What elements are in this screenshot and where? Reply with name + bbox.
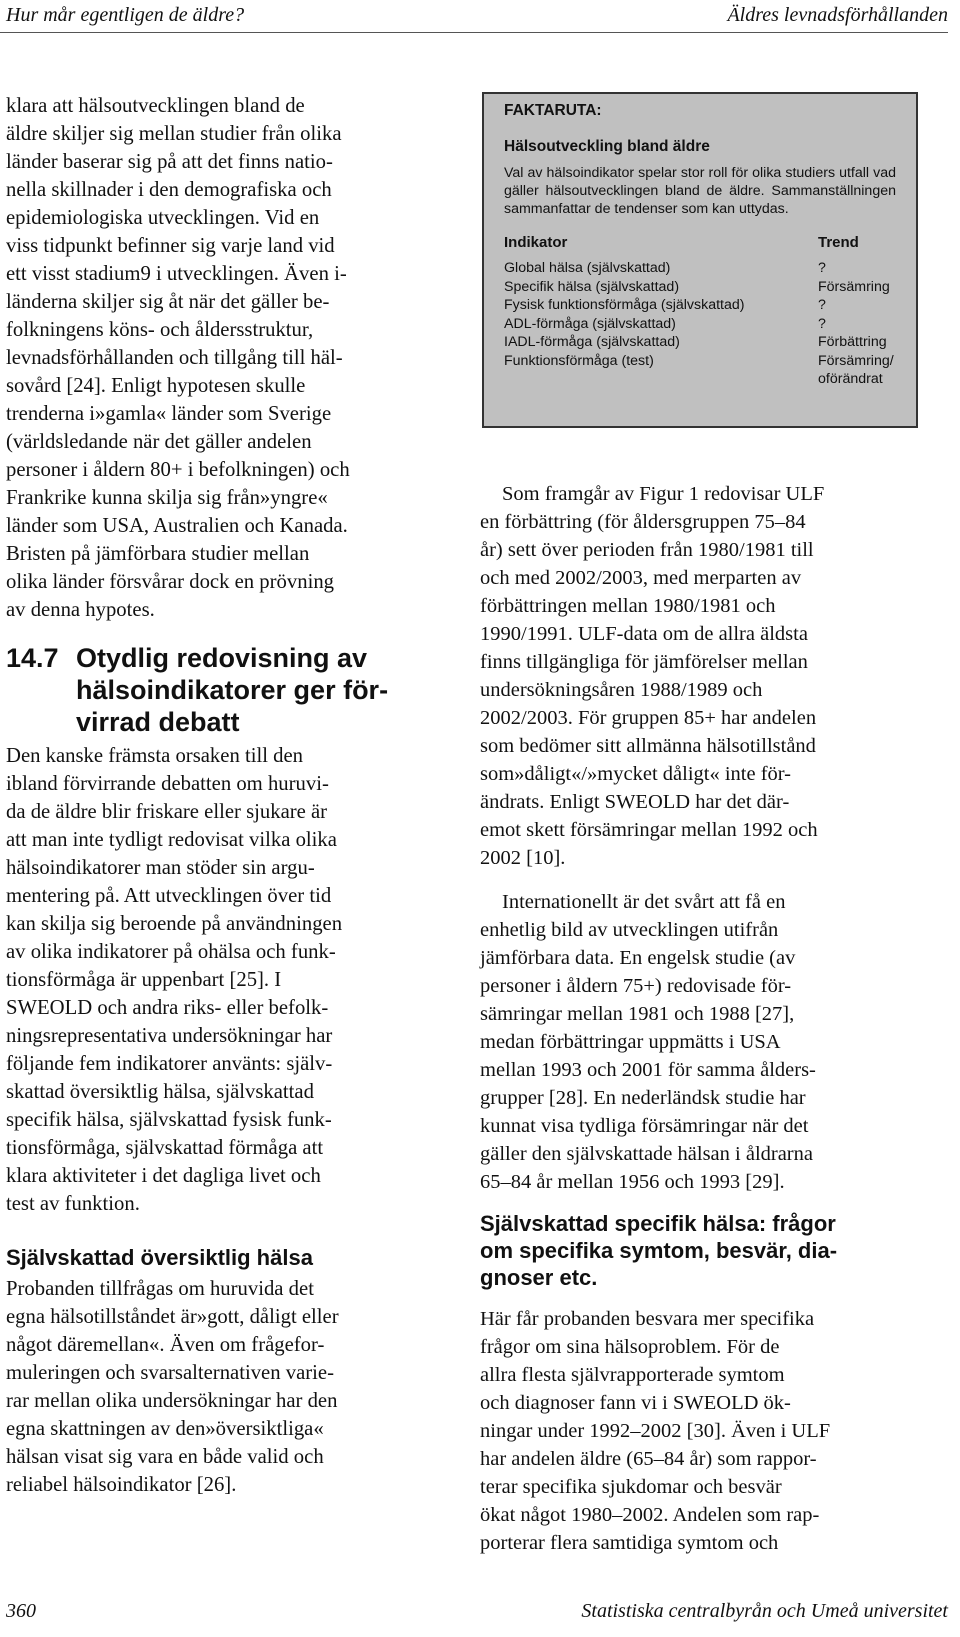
- text-line: 1990/1991. ULF-data om de allra äldsta: [480, 623, 808, 645]
- text-line: terar specifika sjukdomar och besvär: [480, 1476, 782, 1498]
- text-line: SWEOLD och andra riks- eller befolk-: [6, 997, 329, 1019]
- text-line: undersökningsåren 1988/1989 och: [480, 679, 763, 701]
- text-line: mentering på. Att utvecklingen över tid: [6, 885, 332, 907]
- text-line: 2002 [10].: [480, 847, 566, 869]
- text-line: förbättringen mellan 1980/1981 och: [480, 595, 776, 617]
- text-line: av olika indikatorer på ohälsa och funk-: [6, 941, 336, 963]
- text-line: 2002/2003. För gruppen 85+ har andelen: [480, 707, 817, 729]
- text-line: Här får probanden besvara mer specifika: [480, 1308, 815, 1330]
- text-line: kan skilja sig beroende på användningen: [6, 913, 343, 935]
- table-row: [504, 296, 896, 315]
- text-line: ett visst stadium9 i utvecklingen. Även i-: [6, 263, 347, 285]
- table-row: [504, 352, 896, 389]
- text-line: sämringar mellan 1981 och 1988 [27],: [480, 1003, 795, 1025]
- text-line: Som framgår av Figur 1 redovisar ULF: [502, 483, 825, 505]
- section-heading: [6, 642, 426, 738]
- table-header-row: [504, 234, 896, 259]
- text-line: hälsan visat sig vara en både valid och: [6, 1446, 324, 1468]
- text-line: medan förbättringar uppmätts i USA: [480, 1031, 781, 1053]
- indicator-table: [504, 234, 896, 389]
- text-line: mellan 1993 och 2001 för samma ålders-: [480, 1059, 816, 1081]
- table-row: [504, 333, 896, 352]
- text-line: ningar under 1992–2002 [30]. Även i ULF: [480, 1420, 831, 1442]
- text-line: muleringen och svarsalternativen varie-: [6, 1362, 334, 1384]
- text-line: reliabel hälsoindikator [26].: [6, 1474, 237, 1496]
- text-line: och diagnoser fann vi i SWEOLD ök-: [480, 1392, 791, 1414]
- text-line: emot skett försämringar mellan 1992 och: [480, 819, 818, 841]
- text-line: klara aktiviteter i det dagliga livet och: [6, 1165, 321, 1187]
- text-line: specifik hälsa, självskattad fysisk funk-: [6, 1109, 332, 1131]
- trend-cell: ?: [818, 260, 826, 276]
- text-line: personer i åldern 80+ i befolkningen) och: [6, 459, 350, 481]
- indicator-cell: Fysisk funktionsförmåga (självskattad): [504, 297, 745, 313]
- text-line: ändrats. Enligt SWEOLD har det där-: [480, 791, 790, 813]
- indicator-cell: ADL-förmåga (självskattad): [504, 315, 676, 332]
- text-line: sovård [24]. Enligt hypotesen skulle: [6, 375, 306, 397]
- trend-cell: ?: [818, 297, 826, 313]
- table-row: [504, 315, 896, 334]
- text-line: gäller den självskattade hälsan i åldrarna: [480, 1143, 813, 1165]
- text-line: folkningens köns- och åldersstruktur,: [6, 319, 314, 341]
- page-number: 360: [6, 1600, 36, 1622]
- text-line: länderna skiljer sig åt när det gäller be-: [6, 291, 330, 313]
- text-line: egna hälsotillståndet är»gott, dåligt eller: [6, 1306, 339, 1328]
- text-line: finns tillgängliga för jämförelser mellan: [480, 651, 808, 673]
- trend-cell: Försämring: [818, 278, 890, 295]
- subheading-line: gnoser etc.: [480, 1265, 598, 1290]
- indicator-cell: Specifik hälsa (självskattad): [504, 278, 680, 295]
- text-line: allra flesta självrapporterade symtom: [480, 1364, 785, 1386]
- text-line: år) sett över perioden från 1980/1981 till: [480, 539, 814, 561]
- subheading-specifik-halsa: [480, 1210, 910, 1291]
- subheading-line: om specifika symtom, besvär, dia-: [480, 1238, 838, 1263]
- text-line: ibland förvirrande debatten om huruvi-: [6, 773, 329, 795]
- section-number: 14.7: [6, 643, 59, 673]
- text-line: tionsförmåga, självskattad förmåga att: [6, 1137, 324, 1159]
- text-line: olika länder försvårar dock en prövning: [6, 571, 335, 593]
- text-line: Bristen på jämförbara studier mellan: [6, 543, 310, 565]
- table-row: [504, 278, 896, 297]
- text-line: Frankrike kunna skilja sig från»yngre«: [6, 487, 328, 509]
- text-line: personer i åldern 75+) redovisade för-: [480, 975, 792, 997]
- trend-cell: Förbättring: [818, 334, 887, 350]
- trend-cell: ?: [818, 315, 826, 332]
- indicator-cell: Funktionsförmåga (test): [504, 352, 654, 369]
- text-line: något däremellan«. Även om frågefor-: [6, 1334, 325, 1356]
- text-line: följande fem indikatorer använts: själv-: [6, 1053, 333, 1075]
- text-line: äldre skiljer sig mellan studier från olika: [6, 123, 342, 145]
- text-line: porterar flera samtidiga symtom och: [480, 1532, 779, 1554]
- right-paragraph-1: [480, 480, 910, 872]
- text-line: 65–84 år mellan 1956 och 1993 [29].: [480, 1171, 785, 1193]
- text-line: har andelen äldre (65–84 år) som rappor-: [480, 1448, 817, 1470]
- text-line: skattad översiktlig hälsa, självskattad: [6, 1081, 314, 1103]
- right-column: [480, 480, 910, 1557]
- column-header-trend: Trend: [818, 234, 859, 251]
- column-header-indicator: Indikator: [504, 234, 568, 251]
- indicator-cell: IADL-förmåga (självskattad): [504, 334, 680, 350]
- running-head-right: Äldres levnadsförhållanden: [727, 4, 948, 26]
- text-line: länder baserar sig på att det finns natio-: [6, 151, 333, 173]
- text-line: trenderna i»gamla« länder som Sverige: [6, 403, 332, 425]
- text-line: Den kanske främsta orsaken till den: [6, 745, 303, 767]
- text-line: levnadsförhållanden och tillgång till häl-: [6, 347, 343, 369]
- text-line: länder som USA, Australien och Kanada.: [6, 515, 348, 537]
- text-line: en förbättring (för åldersgruppen 75–84: [480, 511, 806, 533]
- page-header: [0, 0, 960, 40]
- page-footer: [0, 1600, 960, 1630]
- indicator-cell: Global hälsa (självskattad): [504, 260, 671, 276]
- text-line: som bedömer sitt allmänna hälsotillstånd: [480, 735, 816, 757]
- text-line: Probanden tillfrågas om huruvida det: [6, 1278, 314, 1300]
- text-line: hälsoindikatorer man stöder sin argu-: [6, 857, 315, 879]
- text-line: grupper [28]. En nederländsk studie har: [480, 1087, 806, 1109]
- left-paragraph-2: [6, 742, 426, 1218]
- text-line: tionsförmåga är uppenbart [25]. I: [6, 969, 282, 991]
- paragraph-gap: [480, 872, 910, 888]
- trend-cell: Försämring/ oförändrat: [818, 352, 894, 387]
- header-rule: [0, 32, 948, 33]
- text-line: av denna hypotes.: [6, 599, 155, 621]
- section-title: [76, 642, 426, 738]
- text-line: jämförbara data. En engelsk studie (av: [480, 947, 796, 969]
- text-line: kunnat visa tydliga försämringar när det: [480, 1115, 809, 1137]
- left-column: [6, 92, 426, 1499]
- section-title-line: virrad debatt: [76, 707, 240, 737]
- subheading-oversiktlig-halsa: Självskattad översiktlig hälsa: [6, 1245, 313, 1270]
- text-line: ningsrepresentativa undersökningar har: [6, 1025, 333, 1047]
- text-line: egna skattningen av den»översiktliga«: [6, 1418, 324, 1440]
- text-line: att man inte tydligt redovisat vilka olika: [6, 829, 337, 851]
- section-title-line: hälsoindikatorer ger för-: [76, 675, 389, 705]
- right-paragraph-2: [480, 888, 910, 1196]
- text-line: Internationellt är det svårt att få en: [502, 891, 786, 913]
- table-row: [504, 259, 896, 278]
- fact-box-body: Val av hälsoindikator spelar stor roll för olika studiers utfall vad gäller hälsoutvecklingen bland de äldre. Sammanställningen sammanfattar de tendenser som kan uttydas.: [504, 165, 896, 217]
- text-line: frågor om sina hälsoproblem. För de: [480, 1336, 780, 1358]
- fact-box-subtitle: Hälsoutveckling bland äldre: [504, 138, 710, 155]
- right-paragraph-3: [480, 1305, 910, 1557]
- text-line: som»dåligt«/»mycket dåligt« inte för-: [480, 763, 792, 785]
- text-line: rar mellan olika undersökningar har den: [6, 1390, 338, 1412]
- text-line: och med 2002/2003, med merparten av: [480, 567, 802, 589]
- fact-box: [482, 92, 918, 428]
- text-line: ökat något 1980–2002. Andelen som rap-: [480, 1504, 820, 1526]
- running-head-left: Hur mår egentligen de äldre?: [6, 4, 245, 26]
- text-line: (världsledande när det gäller andelen: [6, 431, 312, 453]
- subheading-line: Självskattad specifik hälsa: frågor: [480, 1211, 836, 1236]
- text-line: enhetlig bild av utvecklingen utifrån: [480, 919, 779, 941]
- text-line: nella skillnader i den demografiska och: [6, 179, 332, 201]
- text-line: klara att hälsoutvecklingen bland de: [6, 95, 305, 117]
- left-paragraph-1: [6, 92, 426, 624]
- section-title-line: Otydlig redovisning av: [76, 643, 368, 673]
- left-paragraph-3: [6, 1275, 426, 1499]
- text-line: epidemiologiska utvecklingen. Vid en: [6, 207, 320, 229]
- text-line: viss tidpunkt befinner sig varje land vid: [6, 235, 335, 257]
- publisher-line: Statistiska centralbyrån och Umeå universitet: [581, 1600, 948, 1622]
- text-line: da de äldre blir friskare eller sjukare är: [6, 801, 328, 823]
- fact-box-title: FAKTARUTA:: [504, 102, 602, 119]
- text-line: test av funktion.: [6, 1193, 140, 1215]
